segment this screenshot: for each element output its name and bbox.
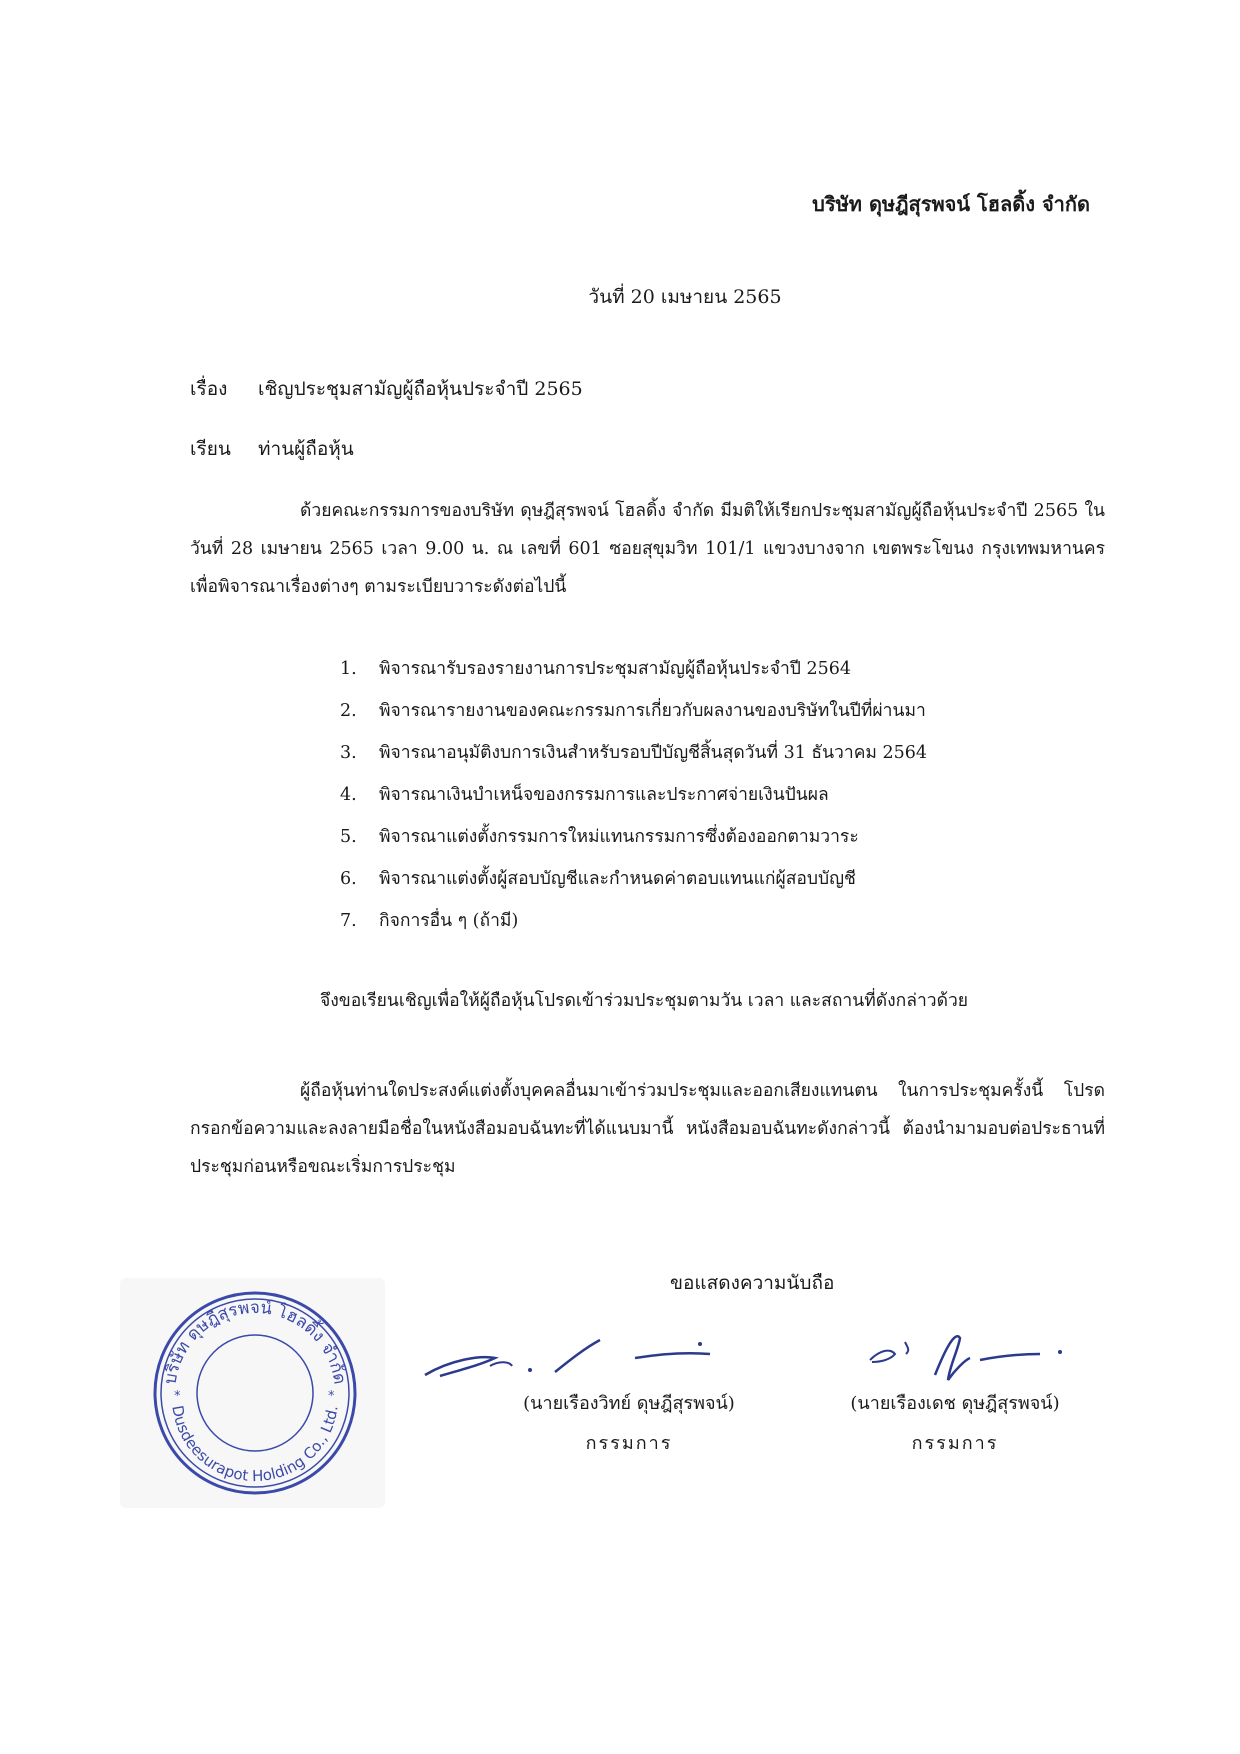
- seal-english-text: Dusdeesurapot Holding Co., Ltd.: [168, 1404, 342, 1486]
- signatory-name: (นายเรืองเดช ดุษฎีสุรพจน์): [850, 1393, 1060, 1414]
- signatory-block: [810, 1384, 1100, 1464]
- agenda-item: [340, 648, 927, 690]
- agenda-text: พิจารณาอนุมัติงบการเงินสำหรับรอบปีบัญชีสิ้นสุดวันที่ 31 ธันวาคม 2564: [379, 743, 928, 763]
- recipient-text: ท่านผู้ถือหุ้น: [258, 438, 354, 460]
- proxy-paragraph-text: ผู้ถือหุ้นท่านใดประสงค์แต่งตั้งบุคคลอื่นมาเข้าร่วมประชุมและออกเสียงแทนตน ในการประชุมครั้งนี้ โปรดกรอกข้อความและลงลายมือชื่อในหนังสือมอบฉันทะที่ได้แนบมานี้ หนังสือมอบฉันทะดังกล่าวนี้ ต้องนำมามอบต่อประธานที่ประชุมก่อนหรือขณะเริ่มการประชุม: [190, 1081, 1105, 1177]
- agenda-item: [340, 900, 927, 942]
- recipient-row: [190, 434, 354, 464]
- subject-row: [190, 374, 583, 404]
- agenda-number: 5.: [340, 827, 357, 847]
- agenda-item: [340, 774, 927, 816]
- agenda-item: [340, 732, 927, 774]
- agenda-number: 1.: [340, 659, 357, 679]
- agenda-text: กิจการอื่น ๆ (ถ้ามี): [379, 911, 519, 931]
- signatory-title: กรรมการ: [911, 1433, 999, 1454]
- company-seal-icon: [150, 1288, 360, 1498]
- company-name: บริษัท ดุษฎีสุรพจน์ โฮลดิ้ง จำกัด: [812, 192, 1090, 216]
- body-paragraph: [190, 492, 1105, 606]
- subject-label: เรื่อง: [190, 378, 228, 400]
- agenda-item: [340, 690, 927, 732]
- subject-text: เชิญประชุมสามัญผู้ถือหุ้นประจำปี 2565: [258, 378, 583, 400]
- agenda-item: [340, 858, 927, 900]
- agenda-number: 6.: [340, 869, 357, 889]
- svg-text:*: *: [174, 1389, 181, 1404]
- agenda-text: พิจารณาแต่งตั้งผู้สอบบัญชีและกำหนดค่าตอบแทนแก่ผู้สอบบัญชี: [379, 869, 856, 889]
- agenda-item: [340, 816, 927, 858]
- seal-thai-text: บริษัท ดุษฎีสุรพจน์ โฮลดิ้ง จำกัด: [160, 1297, 350, 1386]
- signatory-name: (นายเรืองวิทย์ ดุษฎีสุรพจน์): [523, 1393, 735, 1414]
- agenda-number: 2.: [340, 701, 357, 721]
- agenda-number: 3.: [340, 743, 357, 763]
- closing-salutation: ขอแสดงความนับถือ: [670, 1272, 835, 1294]
- invitation-paragraph: จึงขอเรียนเชิญเพื่อให้ผู้ถือหุ้นโปรดเข้าร่วมประชุมตามวัน เวลา และสถานที่ดังกล่าวด้วย: [320, 991, 969, 1011]
- agenda-number: 4.: [340, 785, 357, 805]
- agenda-text: พิจารณารายงานของคณะกรรมการเกี่ยวกับผลงานของบริษัทในปีที่ผ่านมา: [379, 701, 926, 721]
- signatory-title: กรรมการ: [585, 1433, 673, 1454]
- body-paragraph-text: ด้วยคณะกรรมการของบริษัท ดุษฎีสุรพจน์ โฮลดิ้ง จำกัด มีมติให้เรียกประชุมสามัญผู้ถือหุ้นประจำปี 2565 ในวันที่ 28 เมษายน 2565 เวลา 9.00 น. ณ เลขที่ 601 ซอยสุขุมวิท 101/1 แขวงบางจาก เขตพระโขนง กรุงเทพมหานคร เพื่อพิจารณาเรื่องต่างๆ ตามระเบียบวาระดังต่อไปนี้: [190, 501, 1105, 597]
- signature-1-icon: [420, 1330, 750, 1390]
- agenda-text: พิจารณารับรองรายงานการประชุมสามัญผู้ถือหุ้นประจำปี 2564: [379, 659, 852, 679]
- signatory-block: [484, 1384, 774, 1464]
- agenda-text: พิจารณาเงินบำเหน็จของกรรมการและประกาศจ่ายเงินปันผล: [379, 785, 829, 805]
- letter-date: วันที่ 20 เมษายน 2565: [588, 286, 782, 308]
- agenda-list: [340, 648, 927, 942]
- svg-text:*: *: [328, 1389, 335, 1404]
- recipient-label: เรียน: [190, 438, 231, 460]
- agenda-number: 7.: [340, 911, 357, 931]
- agenda-text: พิจารณาแต่งตั้งกรรมการใหม่แทนกรรมการซึ่งต้องออกตามวาระ: [379, 827, 859, 847]
- proxy-paragraph: [190, 1072, 1105, 1186]
